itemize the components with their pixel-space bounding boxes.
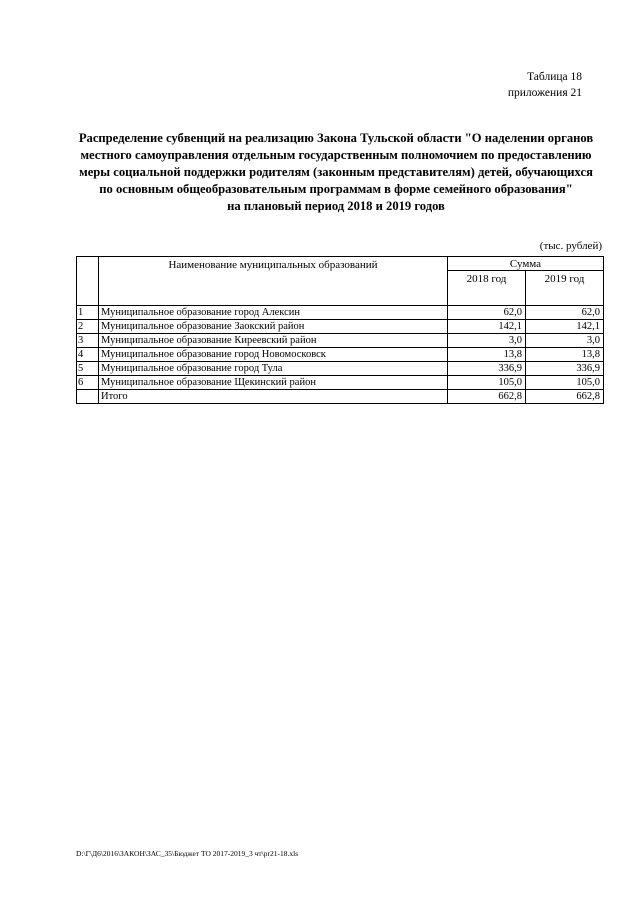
table-row: [77, 362, 604, 376]
table-row: [77, 348, 604, 362]
row-value-2018: 3,0: [448, 334, 526, 348]
row-value-2019: 3,0: [526, 334, 604, 348]
row-name: Муниципальное образование город Тула: [99, 362, 448, 376]
row-name: Муниципальное образование Заокский район: [99, 320, 448, 334]
appendix-number: приложения 21: [507, 87, 582, 99]
total-label: Итого: [99, 390, 448, 404]
table-number: Таблица 18: [527, 71, 582, 83]
total-value-2018: 662,8: [448, 390, 526, 404]
header-number-cell: [77, 257, 99, 306]
table-row: [77, 306, 604, 320]
row-value-2018: 62,0: [448, 306, 526, 320]
header-name: Наименование муниципальных образований: [99, 257, 448, 306]
header-2018: 2018 год: [448, 271, 526, 306]
title-line-5: на плановый период 2018 и 2019 годов: [227, 199, 445, 213]
table-row: [77, 376, 604, 390]
row-value-2019: 13,8: [526, 348, 604, 362]
table-row: [77, 334, 604, 348]
subvention-table: [76, 256, 604, 404]
title-line-2: местного самоуправления отдельным государственным полномочием по предоставлению: [80, 148, 592, 162]
row-value-2019: 142,1: [526, 320, 604, 334]
row-name: Муниципальное образование город Алексин: [99, 306, 448, 320]
file-path: D:\Г\Д6\2016\ЗАКОН\ЗАС_35\Бюджет ТО 2017-2019_3 чт\pr21-18.xls: [76, 849, 299, 858]
table-reference: [508, 69, 582, 101]
header-2019: 2019 год: [526, 271, 604, 306]
header-sum: Сумма: [448, 257, 604, 271]
row-value-2019: 336,9: [526, 362, 604, 376]
row-number: 3: [77, 334, 99, 348]
row-value-2018: 105,0: [448, 376, 526, 390]
row-number: 1: [77, 306, 99, 320]
row-value-2018: 13,8: [448, 348, 526, 362]
row-value-2019: 105,0: [526, 376, 604, 390]
units-label: (тыс. рублей): [539, 240, 602, 252]
title-line-3: меры социальной поддержки родителям (законным представителям) детей, обучающихся: [79, 165, 593, 179]
total-number: [77, 390, 99, 404]
row-name: Муниципальное образование Киреевский район: [99, 334, 448, 348]
total-row: [77, 390, 604, 404]
row-name: Муниципальное образование город Новомосковск: [99, 348, 448, 362]
row-number: 6: [77, 376, 99, 390]
row-number: 5: [77, 362, 99, 376]
title-line-4: по основным общеобразовательным программам в форме семейного образования": [99, 182, 573, 196]
row-value-2019: 62,0: [526, 306, 604, 320]
row-value-2018: 142,1: [448, 320, 526, 334]
table-row: [77, 320, 604, 334]
document-title: [62, 130, 610, 215]
total-value-2019: 662,8: [526, 390, 604, 404]
row-number: 2: [77, 320, 99, 334]
title-line-1: Распределение субвенций на реализацию Закона Тульской области "О наделении органов: [78, 131, 594, 145]
row-value-2018: 336,9: [448, 362, 526, 376]
row-name: Муниципальное образование Щекинский район: [99, 376, 448, 390]
row-number: 4: [77, 348, 99, 362]
